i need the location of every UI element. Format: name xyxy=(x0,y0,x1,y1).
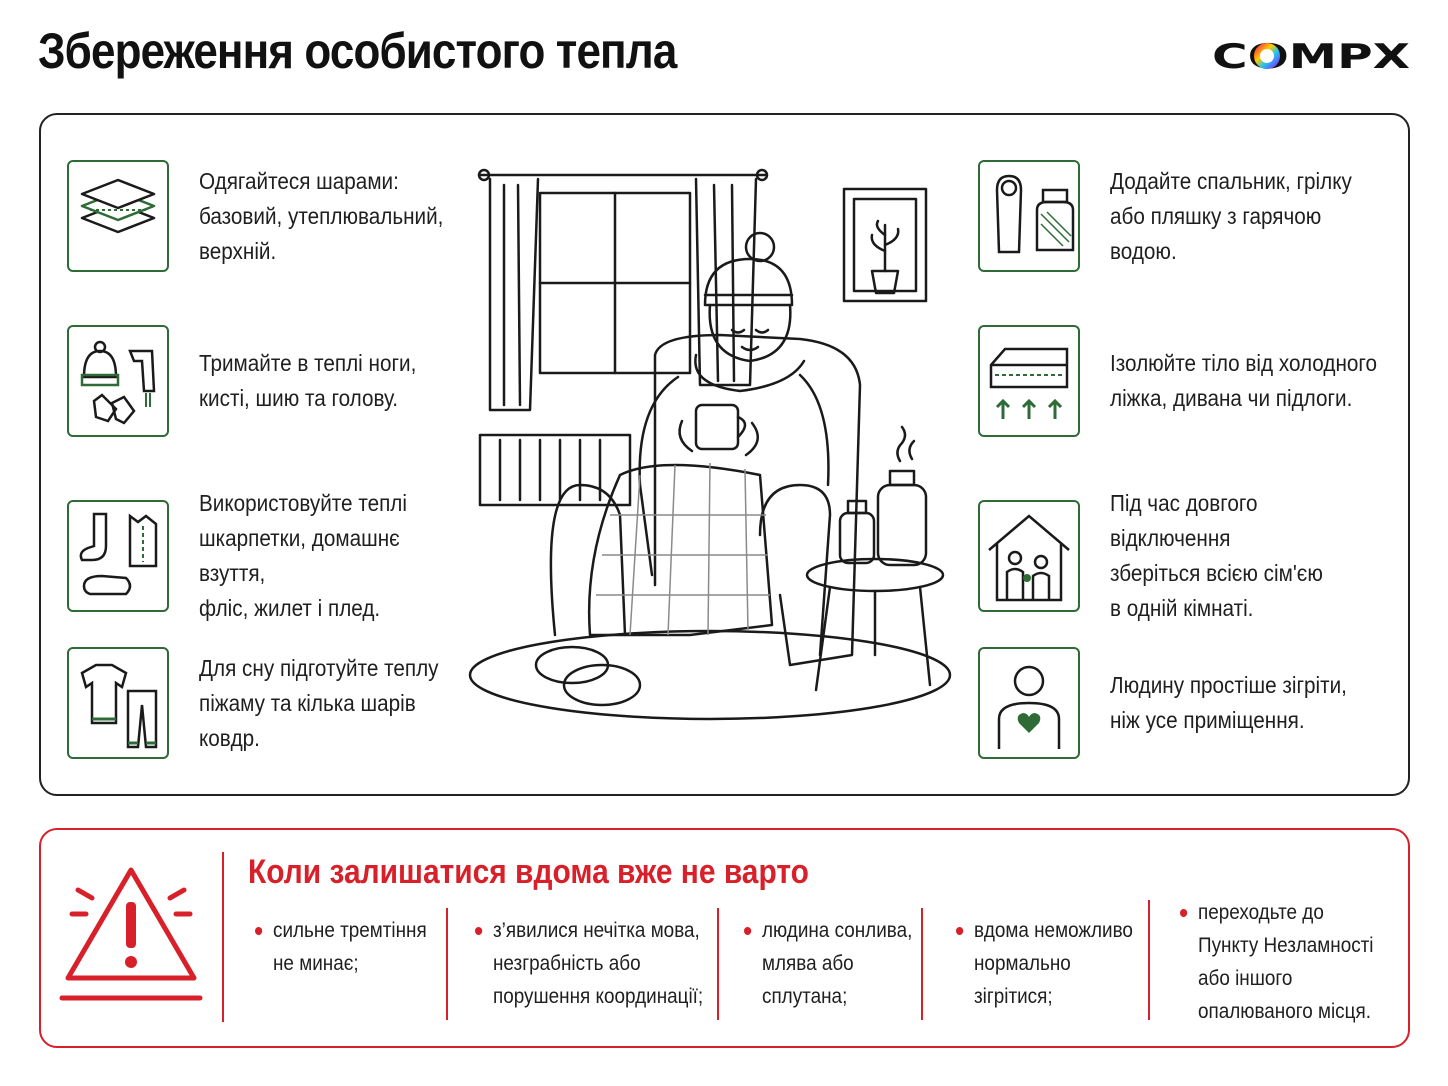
tip-text: Під час довгого відключення зберіться всією сім'єю в одній кімнаті. xyxy=(1110,490,1323,621)
pajamas-icon xyxy=(67,647,169,759)
bullet xyxy=(255,927,262,935)
warning-condition-text: переходьте до Пункту Незламності або іншого опалюваного місця. xyxy=(1198,901,1374,1023)
column-divider xyxy=(446,908,448,1020)
tip-text: Тримайте в теплі ноги, кисті, шию та голову. xyxy=(199,350,417,411)
tip-text: Людину простіше зігріти, ніж усе приміщення. xyxy=(1110,672,1347,733)
bullet xyxy=(956,927,963,935)
warning-condition-text: з’явилися нечітка мова, незграбність або порушення координації; xyxy=(493,919,704,1008)
tip-warm-person xyxy=(978,647,1410,759)
brand-logo xyxy=(1212,38,1412,74)
tip-extremities xyxy=(67,325,499,437)
tip-text: Використовуйте теплі шкарпетки, домашнє взуття, фліс, жилет і плед. xyxy=(199,490,407,621)
tip-text: Додайте спальник, грілку або пляшку з гарячою водою. xyxy=(1110,167,1352,264)
tip-warm-clothes xyxy=(67,486,499,626)
tip-text: Ізолюйте тіло від холодного ліжка, дивана чи підлоги. xyxy=(1110,350,1378,411)
column-divider xyxy=(717,908,719,1020)
warning-condition xyxy=(493,914,703,1013)
bullet xyxy=(1180,909,1187,917)
warning-condition-text: вдома неможливо нормально зігрітися; xyxy=(974,919,1133,1008)
warning-condition-text: людина сонлива, млява або сплутана; xyxy=(762,919,913,1008)
tip-sleeping-bag xyxy=(978,160,1410,272)
column-divider xyxy=(1148,900,1150,1020)
layers-icon xyxy=(67,160,169,272)
warning-title: Коли залишатися вдома вже не варто xyxy=(248,853,809,891)
warning-condition xyxy=(974,914,1133,1013)
sleeping-bag-hot-water-bottle-icon xyxy=(978,160,1080,272)
tip-sleep xyxy=(67,647,499,759)
tip-layers xyxy=(67,160,499,272)
bullet xyxy=(744,927,751,935)
tip-text: Одягайтеся шарами: базовий, утеплювальний, верхній. xyxy=(199,167,444,264)
column-divider xyxy=(921,908,923,1020)
warning-triangle-icon xyxy=(58,858,204,1008)
tip-family-room xyxy=(978,486,1410,626)
warning-condition-text: сильне тремтіння не минає; xyxy=(273,919,427,975)
person-heart-icon xyxy=(978,647,1080,759)
warning-condition xyxy=(1198,896,1374,1028)
hat-scarf-gloves-icon xyxy=(67,325,169,437)
family-house-icon xyxy=(978,500,1080,612)
brand-logo-text: COMPX xyxy=(1212,38,1410,74)
tip-text: Для сну підготуйте теплу піжаму та кілька шарів ковдр. xyxy=(199,654,439,751)
warning-condition xyxy=(273,914,427,980)
warning-divider xyxy=(222,852,224,1022)
socks-vest-slippers-icon xyxy=(67,500,169,612)
person-in-armchair-illustration xyxy=(460,155,980,725)
insulation-mat-icon xyxy=(978,325,1080,437)
bullet xyxy=(475,927,482,935)
tip-insulation xyxy=(978,325,1410,437)
page-title: Збереження особистого тепла xyxy=(38,23,677,79)
warning-condition xyxy=(762,914,912,1013)
